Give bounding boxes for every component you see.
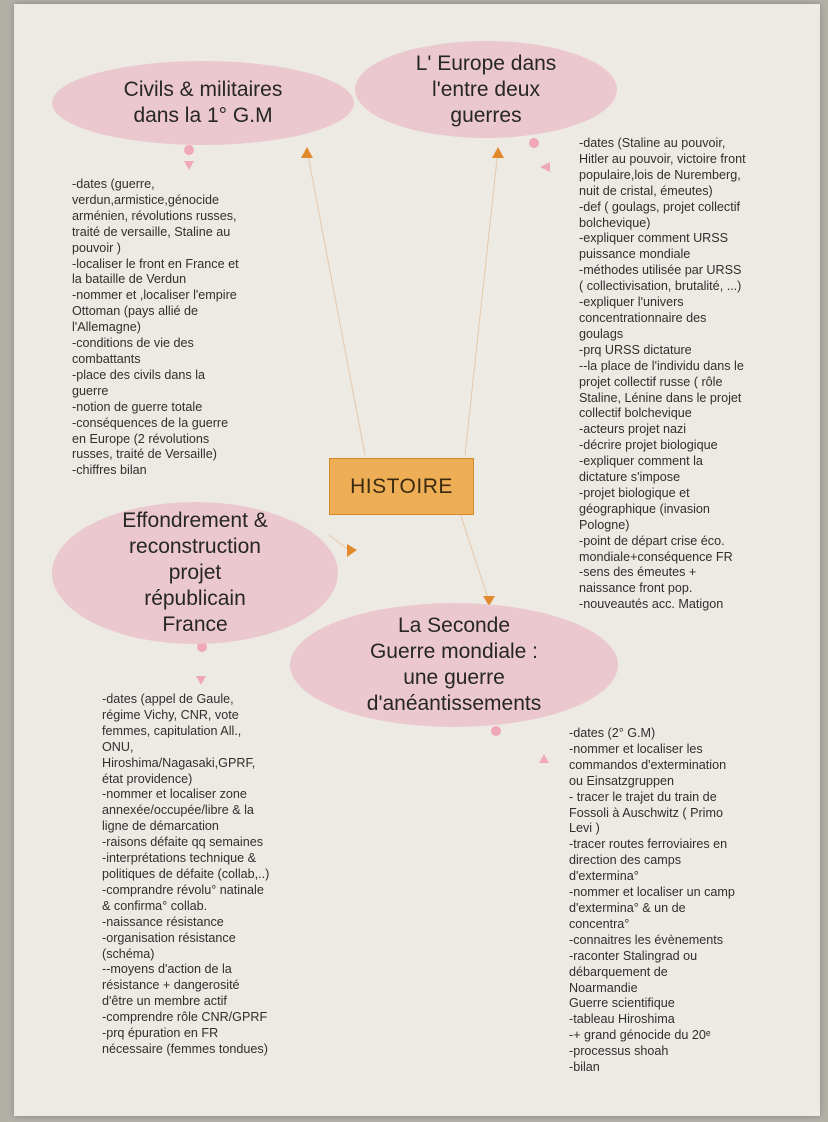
note-line: Staline, Lénine dans le projet [579,390,742,405]
note-line: en Europe (2 révolutions [72,431,210,446]
note-line: -raisons défaite qq semaines [102,835,264,850]
note-line: russes, traité de Versaille) [72,447,217,462]
note-line: pouvoir ) [72,240,121,255]
note-line: -dates (2° G.M) [569,726,656,740]
arrowhead-civils [301,147,313,158]
note-line: d'extermina° & un de [569,900,686,915]
note-line: -bilan [569,1060,600,1075]
note-line: Levi ) [569,821,600,836]
note-line: -place des civils dans la [72,367,205,382]
center-node-label: HISTOIRE [350,474,453,498]
note-line: la bataille de Verdun [72,272,187,287]
note-line: résistance + dangerosité [102,978,240,993]
topic-title-effondrement: Effondrement & reconstruction projet républicain France [122,509,268,636]
note-line: guerre [72,383,109,398]
note-line: - tracer le trajet du train de [569,789,717,804]
note-line: arménien, révolutions russes, [72,208,237,223]
note-line: goulags [579,326,624,341]
note-line: concentrationnaire des [579,310,707,325]
note-line: politiques de défaite (collab,..) [102,866,270,881]
note-line: -acteurs projet nazi [579,422,687,437]
note-line: régime Vichy, CNR, vote [102,707,239,722]
arrowhead-effondrement [347,544,357,557]
note-line: ONU, [102,739,134,754]
note-line: -décrire projet biologique [579,438,718,453]
note-line: combattants [72,351,141,366]
note-line: -nommer et localiser zone [102,787,247,802]
note-line: -expliquer l'univers [579,295,684,310]
note-line: puissance mondiale [579,247,691,262]
note-line: -comprandre révolu° natinale [102,882,264,897]
arrowhead-europe [492,147,504,158]
note-line: -nommer et localiser les [569,741,703,756]
note-line: -nouveautés acc. Matigon [579,597,724,612]
note-line: -processus shoah [569,1044,669,1059]
note-line: naissance front pop. [579,581,693,596]
notes-civils [72,177,312,479]
note-line: nuit de cristal, émeutes) [579,183,713,198]
note-line: -prq épuration en FR [102,1026,219,1041]
note-line: traité de versaille, Staline au [72,224,231,239]
note-line: état providence) [102,771,193,786]
note-line: Hitler au pouvoir, victoire front [579,151,746,166]
notes-seconde [569,726,809,1076]
note-line: -organisation résistance [102,930,236,945]
note-line: femmes, capitulation All., [102,723,242,738]
note-line: -def ( goulags, projet collectif [579,199,741,214]
note-line: -chiffres bilan [72,463,147,478]
bullet-triangle-europe [540,162,550,172]
note-line: Ottoman (pays allié de [72,304,198,319]
note-line: -conséquences de la guerre [72,415,229,430]
note-line: --moyens d'action de la [102,962,232,977]
note-line: Fossoli à Auschwitz ( Primo [569,805,723,820]
note-line: nécessaire (femmes tondues) [102,1041,268,1056]
connector-europe [465,150,498,455]
note-line: verdun,armistice,génocide [72,192,220,207]
note-line: Pologne) [579,517,630,532]
note-line: annexée/occupée/libre & la [102,803,254,818]
note-line: l'Allemagne) [72,320,141,335]
bullet-dot-civils [184,145,194,155]
note-line: projet collectif russe ( rôle [579,374,723,389]
bullet-dot-seconde [491,726,501,736]
bullet-triangle-seconde [539,754,549,763]
note-line: -interprétations technique & [102,851,257,866]
note-line: (schéma) [102,946,155,961]
note-line: concentra° [569,916,630,931]
note-line: -raconter Stalingrad ou [569,948,698,963]
note-line: mondiale+conséquence FR [579,549,733,564]
note-line: Noarmandie [569,980,638,995]
note-line: populaire,lois de Nuremberg, [579,167,741,182]
note-line: -tracer routes ferroviaires en [569,837,728,852]
note-line: ou Einsatzgruppen [569,773,675,788]
topic-bubble-effondrement [52,502,338,644]
bullet-triangle-effondrement [196,676,206,685]
note-line: -dates (guerre, [72,177,155,191]
topic-title-seconde: La Seconde Guerre mondiale : une guerre d'anéantissements [366,614,542,715]
note-line: -expliquer comment URSS [579,231,729,246]
note-line: -conditions de vie des [72,336,194,351]
note-line: --la place de l'individu dans le [579,358,744,373]
center-node [329,458,474,515]
note-line: -prq URSS dictature [579,342,692,357]
topic-bubble-civils [52,61,354,145]
bullet-dot-europe [529,138,539,148]
topic-title-europe: L' Europe dans l'entre deux guerres [415,51,557,127]
note-line: -point de départ crise éco. [579,533,725,548]
note-line: -sens des émeutes + [579,565,697,580]
note-line: collectif bolchevique [579,406,692,421]
note-line: -localiser le front en France et [72,256,239,271]
topic-bubble-europe [355,41,617,138]
note-line: -comprendre rôle CNR/GPRF [102,1010,268,1025]
note-line: ( collectivisation, brutalité, ...) [579,279,742,294]
note-line: -nommer et ,localiser l'empire [72,288,237,303]
notes-effondrement [102,692,342,1058]
note-line: -dates (appel de Gaule, [102,692,234,706]
note-line: -méthodes utilisée par URSS [579,263,742,278]
notes-europe [579,136,813,613]
note-line: -notion de guerre totale [72,399,203,414]
note-line: Hiroshima/Nagasaki,GPRF, [102,755,256,770]
bullet-triangle-civils [184,161,194,170]
note-line: géographique (invasion [579,501,710,516]
note-line: commandos d'extermination [569,757,727,772]
note-line: débarquement de [569,964,668,979]
note-line: -projet biologique et [579,485,690,500]
note-line: & confirma° collab. [102,898,208,913]
note-line: -dates (Staline au pouvoir, [579,136,726,150]
connector-civils [307,150,365,455]
note-line: -+ grand génocide du 20ᵉ [569,1028,711,1043]
connector-effondrement [329,535,350,551]
note-line: direction des camps [569,853,681,868]
note-line: -tableau Hiroshima [569,1012,675,1027]
note-line: ligne de démarcation [102,819,219,834]
topic-title-civils: Civils & militaires dans la 1° G.M [123,78,283,127]
note-line: bolchevique) [579,215,651,230]
note-line: -connaitres les évènements [569,932,724,947]
note-line: -naissance résistance [102,914,224,929]
note-line: Guerre scientifique [569,996,675,1011]
note-line: -expliquer comment la [579,454,703,469]
note-line: dictature s'impose [579,470,681,485]
note-line: d'être un membre actif [102,994,227,1009]
note-line: -nommer et localiser un camp [569,885,735,900]
connector-seconde [460,513,488,598]
note-line: d'extermina° [569,869,639,884]
